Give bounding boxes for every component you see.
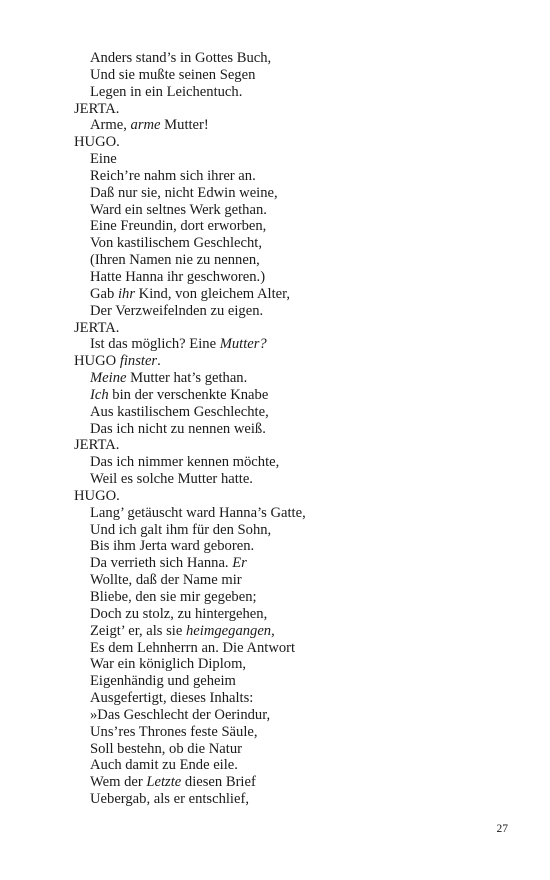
text-run: Der Verzweifelnden zu eigen. [90,302,264,319]
verse-line [74,185,514,202]
page-number: 27 [496,823,508,835]
text-run: Das ich nimmer kennen möchte, [90,454,280,471]
speaker-name [74,488,514,505]
verse-line [74,589,514,606]
emphasis-text: heimgegangen, [186,622,275,639]
text-run: Bliebe, den sie mir gegeben; [90,589,257,605]
verse-line [74,269,514,286]
text-run: diesen Brief [181,774,256,791]
verse-line [74,202,514,219]
text-run: Bis ihm Jerta ward geboren. [90,538,255,555]
text-run: Doch zu stolz, zu hintergehen, [90,605,268,622]
text-run: Legen in ein Leichentuch. [90,83,243,100]
text-run: Aus kastilischem Geschlechte, [90,403,269,420]
verse-line [74,168,514,185]
text-run: Es dem Lehnherrn an. Die Antwort [90,639,296,656]
verse-line [74,454,514,471]
speaker-name [74,134,514,151]
verse-line [74,741,514,758]
verse-line [74,471,514,488]
emphasis-text: Meine [90,370,127,387]
text-run: HUGO. [74,487,120,504]
play-text [74,50,514,808]
text-run: JERTA. [74,100,120,117]
text-run: Eigenhändig und geheim [90,673,236,690]
emphasis-text: finster [119,353,158,370]
verse-line [74,640,514,657]
verse-line [74,421,514,438]
text-run: Anders stand’s in Gottes Buch, [90,50,272,66]
emphasis-text: arme [130,117,161,134]
text-run: Eine Freundin, dort erworben, [90,218,267,235]
text-run: Zeigt’ er, als sie [90,622,186,639]
speaker-name [74,101,514,118]
text-run: Wollte, daß der Name mir [90,572,242,589]
text-run: Reich’re nahm sich ihrer an. [90,167,256,184]
text-run: bin der verschenkte Knabe [108,386,269,403]
verse-line [74,673,514,690]
text-run: Daß nur sie, nicht Edwin weine, [90,184,278,201]
verse-line [74,555,514,572]
text-run: HUGO [74,353,120,370]
verse-line [74,387,514,404]
verse-line [74,303,514,320]
verse-line [74,218,514,235]
emphasis-text: Ich [90,386,109,403]
text-run: Weil es solche Mutter hatte. [90,471,253,488]
verse-line [74,336,514,353]
verse-line [74,690,514,707]
text-run: Da verrieth sich Hanna. [90,555,233,572]
text-run: Eine [90,151,117,168]
text-run: Arme, [90,117,131,134]
verse-line [74,505,514,522]
text-run: Wem der [90,774,147,791]
text-run: Lang’ getäuscht ward Hanna’s Gatte, [90,504,306,521]
verse-line [74,724,514,741]
text-run: HUGO. [74,134,120,151]
speaker-name [74,437,514,454]
verse-line [74,656,514,673]
text-run: »Das Geschlecht der Oerindur, [90,706,271,723]
text-run: Gab [90,285,118,302]
verse-line [74,67,514,84]
speaker-name [74,320,514,337]
text-run: Und sie mußte seinen Segen [90,66,256,83]
verse-line [74,791,514,808]
verse-line [74,252,514,269]
text-run: Auch damit zu Ende eile. [90,757,238,774]
emphasis-text: Er [232,555,247,572]
verse-line [74,757,514,774]
emphasis-text: ihr [117,285,135,302]
text-run: Ist das möglich? Eine [90,336,220,353]
text-run: Ward ein seltnes Werk gethan. [90,201,267,218]
verse-line [74,606,514,623]
text-run: Das ich nicht zu nennen weiß. [90,420,266,437]
text-run: Kind, von gleichem Alter, [135,285,291,302]
emphasis-text: Letzte [146,774,182,791]
verse-line [74,235,514,252]
text-run: Soll bestehn, ob die Natur [90,740,242,757]
text-run: Uns’res Thrones feste Säule, [90,723,258,740]
verse-line [74,522,514,539]
verse-line [74,50,514,67]
text-run: Uebergab, als er entschlief, [90,791,249,808]
text-run: Mutter! [160,117,209,134]
text-run: JERTA. [74,437,120,454]
verse-line [74,84,514,101]
verse-line [74,286,514,303]
verse-line [74,572,514,589]
verse-line [74,623,514,640]
verse-line [74,117,514,134]
verse-line [74,404,514,421]
verse-line [74,538,514,555]
text-run: Mutter hat’s gethan. [126,370,248,387]
verse-line [74,774,514,791]
text-run: . [157,353,161,370]
text-run: Von kastilischem Geschlecht, [90,235,262,252]
text-run: JERTA. [74,319,120,336]
verse-line [74,370,514,387]
verse-line [74,151,514,168]
text-run: Hatte Hanna ihr geschworen.) [90,268,266,285]
text-run: War ein königlich Diplom, [90,656,247,673]
text-run: (Ihren Namen nie zu nennen, [90,252,260,269]
speaker-name [74,353,514,370]
emphasis-text: Mutter? [219,336,267,353]
text-run: Und ich galt ihm für den Sohn, [90,521,272,538]
text-run: Ausgefertigt, dieses Inhalts: [90,690,254,707]
verse-line [74,707,514,724]
